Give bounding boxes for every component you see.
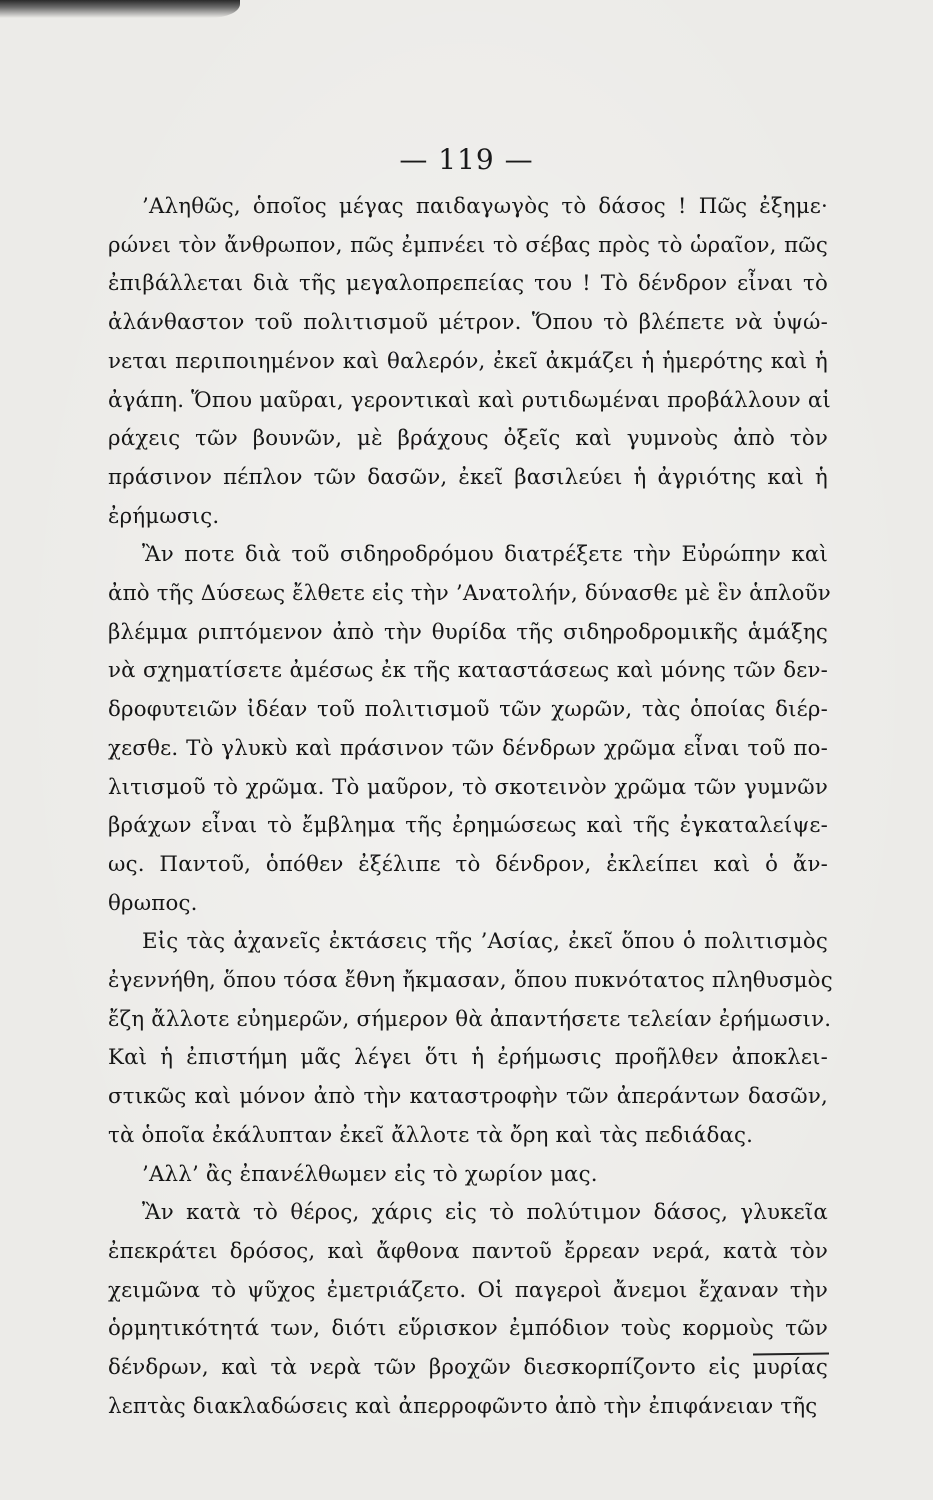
- page-body-text: [108, 188, 833, 1427]
- text-line: λιτισμοῦ τὸ χρῶμα. Τὸ μαῦρον, τὸ σκοτεινὸν χρῶμα τῶν γυμνῶν: [108, 774, 828, 800]
- text-line: ἐπεκράτει δρόσος, καὶ ἄφθονα παντοῦ ἔρρεαν νερά, κατὰ τὸν: [108, 1238, 828, 1264]
- text-line: τὰ ὁποῖα ἐκάλυπταν ἐκεῖ ἄλλοτε τὰ ὄρη καὶ τὰς πεδιάδας.: [108, 1122, 754, 1148]
- text-line: χεσθε. Τὸ γλυκὺ καὶ πράσινον τῶν δένδρων χρῶμα εἶναι τοῦ πο-: [108, 735, 828, 761]
- text-line: νὰ σχηματίσετε ἀμέσως ἐκ τῆς καταστάσεως καὶ μόνης τῶν δεν-: [108, 658, 828, 684]
- text-line: ἐγεννήθη, ὅπου τόσα ἔθνη ἤκμασαν, ὅπου πυκνότατος πληθυσμὸς: [108, 968, 833, 994]
- text-line: βλέμμα ριπτόμενον ἀπὸ τὴν θυρίδα τῆς σιδηροδρομικῆς ἁμάξης: [108, 619, 828, 645]
- text-line: ἐπιβάλλεται διὰ τῆς μεγαλοπρεπείας του ! Τὸ δένδρον εἶναι τὸ: [108, 271, 828, 297]
- page-number: — 119 —: [399, 143, 534, 176]
- text-line: θρωπος.: [108, 890, 198, 916]
- text-line: Καὶ ἡ ἐπιστήμη μᾶς λέγει ὅτι ἡ ἐρήμωσις προῆλθεν ἀποκλει-: [108, 1045, 828, 1071]
- text-line: Ἂν κατὰ τὸ θέρος, χάρις εἰς τὸ πολύτιμον δάσος, γλυκεῖα: [142, 1200, 828, 1226]
- text-line: ως. Παντοῦ, ὁπόθεν ἐξέλιπε τὸ δένδρον, ἐκλείπει καὶ ὁ ἄν-: [108, 851, 828, 877]
- paragraph: [108, 1194, 828, 1426]
- paragraph: [108, 1156, 828, 1195]
- text-line: ’Αληθῶς, ὁποῖος μέγας παιδαγωγὸς τὸ δάσος ! Πῶς ἐξημε·: [142, 194, 828, 219]
- text-line: ἔζη ἄλλοτε εὐημερῶν, σήμερον θὰ ἀπαντήσετε τελείαν ἐρήμωσιν.: [108, 1006, 832, 1032]
- page-corner-shadow: [0, 0, 240, 18]
- paragraph: [108, 536, 831, 923]
- text-line: στικῶς καὶ μόνον ἀπὸ τὴν καταστροφὴν τῶν ἀπεράντων δασῶν,: [108, 1084, 828, 1110]
- text-line: ἀπὸ τῆς Δύσεως ἔλθετε εἰς τὴν ’Ανατολήν, δύνασθε μὲ ἓν ἁπλοῦν: [108, 581, 831, 607]
- paragraph: [108, 188, 831, 536]
- text-line: πράσινον πέπλον τῶν δασῶν, ἐκεῖ βασιλεύει ἡ ἀγριότης καὶ ἡ: [108, 464, 828, 490]
- text-line: ράχεις τῶν βουνῶν, μὲ βράχους ὀξεῖς καὶ γυμνοὺς ἀπὸ τὸν: [108, 426, 828, 452]
- text-line: ἀγάπη. Ὅπου μαῦραι, γεροντικαὶ καὶ ρυτιδωμέναι προβάλλουν αἱ: [108, 387, 831, 413]
- text-line: ἀλάνθαστον τοῦ πολιτισμοῦ μέτρον. Ὅπου τὸ βλέπετε νὰ ὑψώ-: [108, 310, 828, 336]
- text-line: λεπτὰς διακλαδώσεις καὶ ἀπερροφῶντο ἀπὸ τὴν ἐπιφάνειαν τῆς: [108, 1393, 818, 1419]
- text-line: Ἂν ποτε διὰ τοῦ σιδηροδρόμου διατρέξετε τὴν Εὐρώπην καὶ: [142, 542, 828, 568]
- text-line: δροφυτειῶν ἰδέαν τοῦ πολιτισμοῦ τῶν χωρῶν, τὰς ὁποίας διέρ-: [108, 697, 828, 723]
- text-line: ’Αλλ’ ἂς ἐπανέλθωμεν εἰς τὸ χωρίον μας.: [142, 1161, 598, 1187]
- text-line: νεται περιποιημένον καὶ θαλερόν, ἐκεῖ ἀκμάζει ἡ ἡμερότης καὶ ἡ: [108, 348, 828, 374]
- text-line: ρώνει τὸν ἄνθρωπον, πῶς ἐμπνέει τὸ σέβας πρὸς τὸ ὡραῖον, πῶς: [108, 232, 828, 258]
- text-line: χειμῶνα τὸ ψῦχος ἐμετριάζετο. Οἱ παγεροὶ ἄνεμοι ἔχαναν τὴν: [108, 1277, 828, 1303]
- paragraph: [108, 923, 833, 1155]
- text-line: βράχων εἶναι τὸ ἔμβλημα τῆς ἐρημώσεως καὶ τῆς ἐγκαταλείψε-: [108, 813, 828, 839]
- text-line: Εἰς τὰς ἀχανεῖς ἐκτάσεις τῆς ’Ασίας, ἐκεῖ ὅπου ὁ πολιτισμὸς: [142, 929, 828, 955]
- text-line: ἐρήμωσις.: [108, 503, 220, 529]
- text-line: δένδρων, καὶ τὰ νερὰ τῶν βροχῶν διεσκορπίζοντο εἰς μυρίας: [108, 1355, 828, 1381]
- text-line: ὁρμητικότητά των, διότι εὕρισκον ἐμπόδιον τοὺς κορμοὺς τῶν: [108, 1316, 828, 1342]
